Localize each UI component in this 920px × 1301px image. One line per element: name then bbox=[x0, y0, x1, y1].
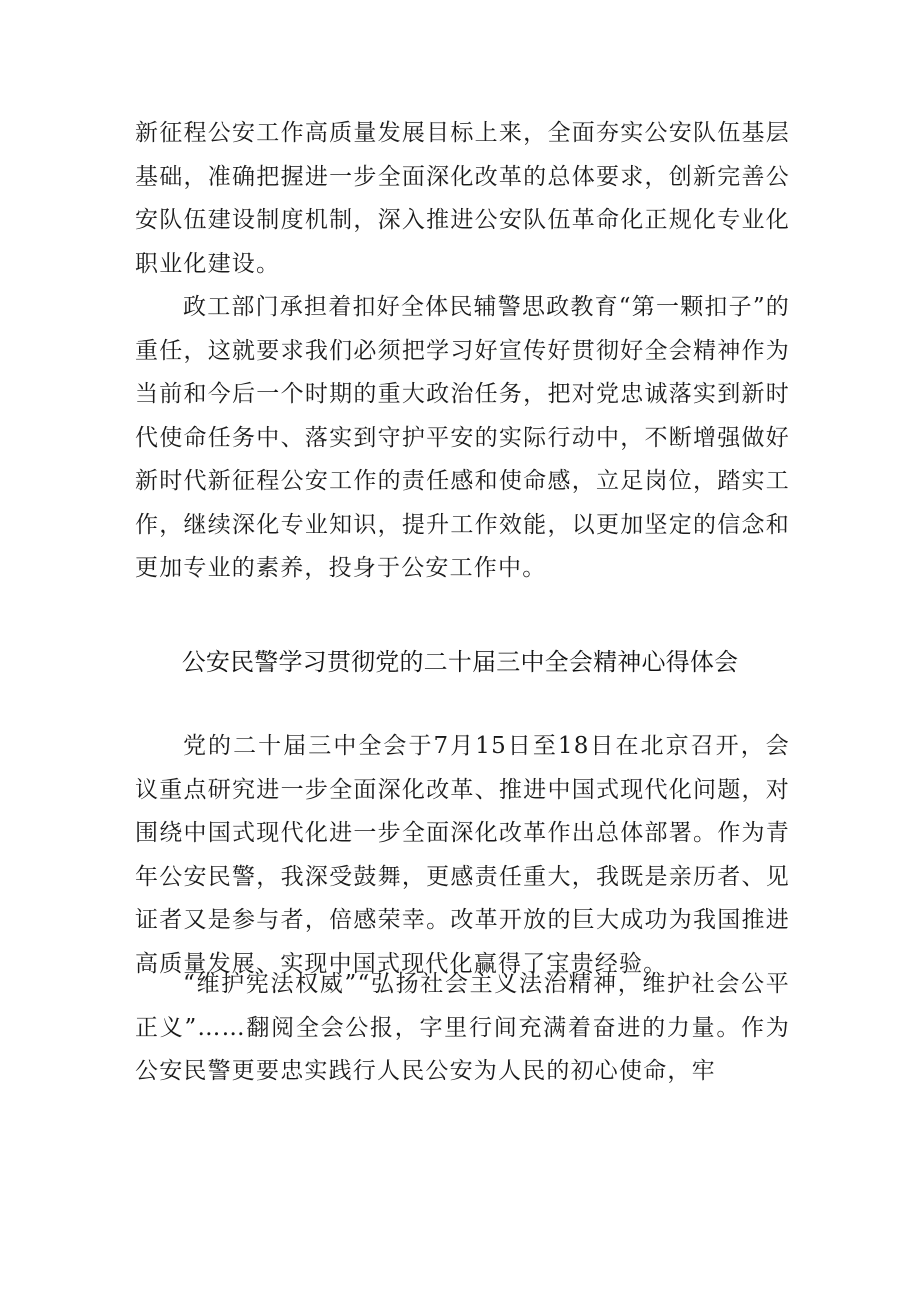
section-title: 公安民警学习贯彻党的二十届三中全会精神心得体会 bbox=[181, 648, 739, 676]
body-paragraph-2: 政工部门承担着扣好全体民辅警思政教育“第一颗扣子”的重任，这就要求我们必须把学习好宣传好贯彻好全会精神作为当前和今后一个时期的重大政治任务，把对党忠诚落实到新时代使命任务中、落实到守护平安的实际行动中，不断增强做好新时代新征程公安工作的责任感和使命感，立足岗位，踏实工作，继续深化专业知识，提升工作效能，以更加坚定的信念和更加专业的素养，投身于公安工作中。 bbox=[135, 294, 790, 581]
body-paragraph-3: 党的二十届三中全会于7月15日至18日在北京召开，会议重点研究进一步全面深化改革、推进中国式现代化问题，对围绕中国式现代化进一步全面深化改革作出总体部署。作为青年公安民警，我深受鼓舞，更感责任重大，我既是亲历者、见证者又是参与者，倍感荣幸。改革开放的巨大成功为我国推进高质量发展、实现中国式现代化赢得了宝贵经验。 bbox=[135, 733, 790, 977]
continuation-paragraph: 新征程公安工作高质量发展目标上来，全面夯实公安队伍基层基础，准确把握进一步全面深化改革的总体要求，创新完善公安队伍建设制度机制，深入推进公安队伍革命化正规化专业化职业化建设。 bbox=[135, 120, 790, 277]
body-paragraph-4: “维护宪法权威”“弘扬社会主义法治精神，维护社会公平正义”……翻阅全会公报，字里行间充满着奋进的力量。作为公安民警更要忠实践行人民公安为人民的初心使命，牢 bbox=[135, 971, 790, 1084]
